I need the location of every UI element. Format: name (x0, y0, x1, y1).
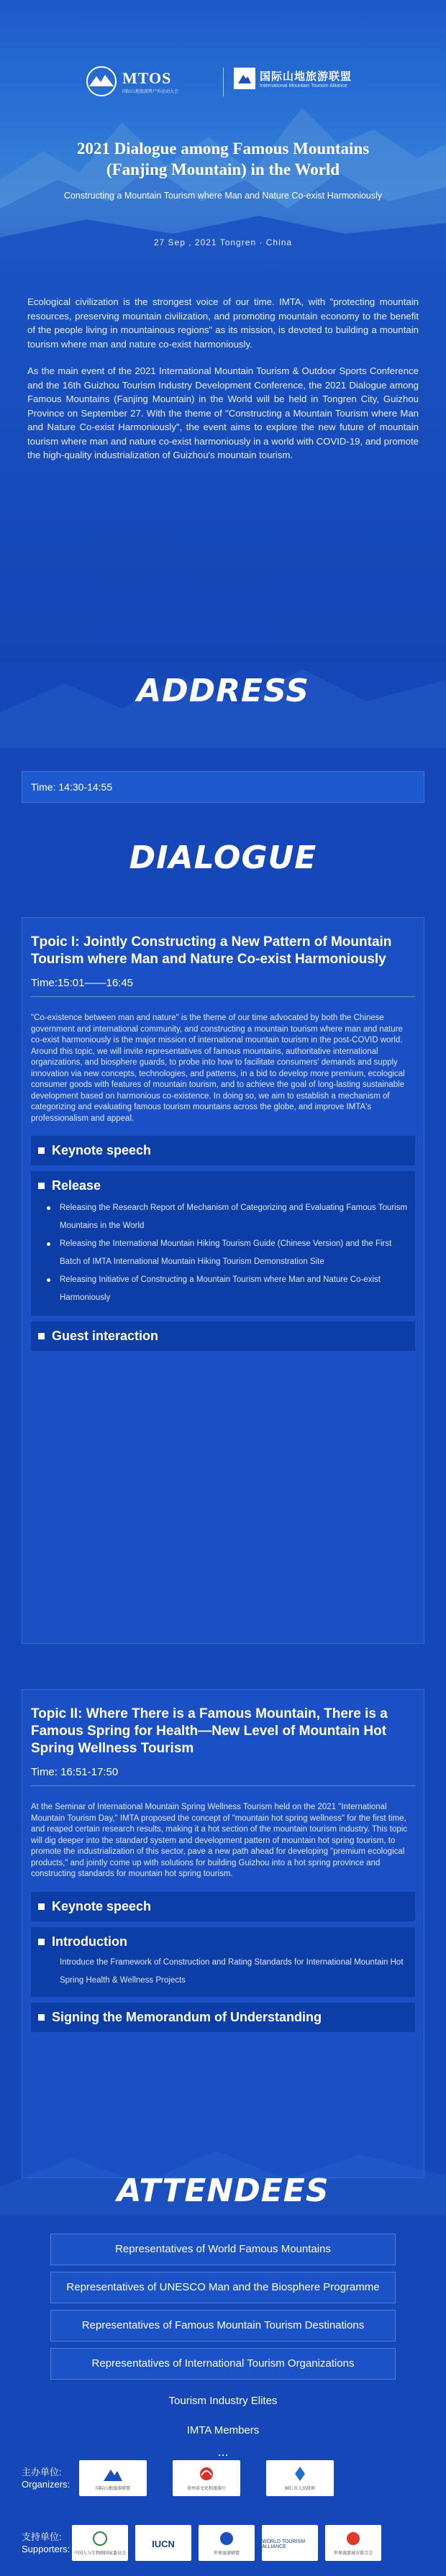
organizers-label-en: Organizers: (22, 2479, 70, 2490)
topic-2-title: Topic II: Where There is a Famous Mountain, There is a Famous Spring for Health—New Level of Mountain Hot Spring Wellness Tourism (31, 1706, 388, 1756)
hero-banner (0, 0, 446, 259)
page-title-line2: (Fanjing Mountain) in the World (106, 160, 340, 178)
organizer-logo (79, 2460, 147, 2496)
topic-2-introduction (31, 1927, 415, 1997)
topic-1-description: "Co-existence between man and nature" is the theme of our time advocated by both the Chinese government and international community, and constructing a mountain tourism where man and nature co-exist harmoniously is the major mission of international mountain tourism in the post-COVID world. Around this topic, we will invite representatives of famous mountains, authoritative international organizations, and biosphere guards, to probe into how to facilitate consumers' demands and supply innovation via new concepts, technologies, and patterns, in a bid to develop more premium, ecological consumer goods with features of mountain tourism, and to achieve the goal of long-lasting sustainable development based on harmonious co-existence. In doing so, we aim to establish a mechanism of categorizing and evaluating famous tourism mountains across the globe, and improve IMTA's professionalism and appeal. (31, 1014, 405, 1123)
intro-section (0, 259, 446, 662)
page-title (0, 138, 446, 180)
imta-logo-en: International Mountain Tourism Alliance (260, 83, 347, 88)
square-bullet-icon (38, 1147, 45, 1154)
supporter-name: IUCN (152, 2539, 175, 2549)
page-title-line1: 2021 Dialogue among Famous Mountains (76, 140, 370, 158)
intro-paragraph-1: Ecological civilization is the strongest voice of our time. IMTA, with "protecting mountain resources, preserving mountain civilization, and promoting mountain economy to the benefit of the people living in mountainous regions" as its mission, is devoted to building a mountain tourism where man and nature co-exist harmoniously. (27, 296, 419, 350)
topic-2-card (22, 1689, 424, 2178)
logo-bar (0, 65, 446, 108)
topic-1-guest-label: Guest interaction (52, 1329, 159, 1343)
square-bullet-icon (38, 1939, 45, 1945)
topic-1-keynote-label: Keynote speech (52, 1143, 152, 1157)
wtcf-logo-icon (342, 2530, 364, 2547)
attendee-row: Representatives of Famous Mountain Tourism Destinations (50, 2310, 396, 2341)
organizer-name: 国际山地旅游联盟 (95, 2487, 130, 2491)
mab-logo-icon (89, 2530, 111, 2547)
organizer-name: 铜仁市人民政府 (284, 2487, 315, 2491)
topic-1-guest-interaction (31, 1321, 415, 1351)
attendees-heading: ATTENDEES (117, 2172, 329, 2209)
attendee-row: IMTA Members (186, 2424, 260, 2436)
square-bullet-icon (38, 1183, 45, 1189)
supporter-name: WORLD TOURISM ALLIANCE (262, 2539, 306, 2549)
supporter-logo (325, 2525, 381, 2561)
imta-mountain-icon (234, 68, 255, 89)
organizer-logo (173, 2460, 240, 2496)
supporter-logo (199, 2525, 255, 2561)
guizhou-tourism-logo-icon (196, 2465, 217, 2482)
organizer-logo (266, 2460, 334, 2496)
topic-1-release (31, 1171, 415, 1316)
topic-2-keynote-label: Keynote speech (52, 1898, 152, 1913)
imta-logo-cn: 国际山地旅游联盟 (260, 70, 352, 83)
address-time: Time: 14:30-14:55 (22, 771, 424, 803)
intro-text (27, 295, 419, 475)
topic-2-keynote (31, 1892, 415, 1921)
organizer-name: 贵州省文化和旅游厅 (186, 2487, 226, 2491)
topic-1-release-list (38, 1199, 408, 1307)
topic-1-card (22, 917, 424, 1644)
square-bullet-icon (38, 2014, 45, 2021)
square-bullet-icon (38, 1333, 45, 1339)
supporters-label (22, 2531, 70, 2555)
topic-1-title: Tpoic I: Jointly Constructing a New Pattern of Mountain Tourism where Man and Nature Co-exist Harmoniously (31, 934, 392, 967)
address-heading: ADDRESS (137, 673, 309, 709)
supporter-logo (135, 2525, 191, 2561)
topic-2-description: At the Seminar of International Mountain Spring Wellness Tourism held on the 2021 "International Mountain Tourism Day," IMTA proposed the concept of "mountain hot spring wellness" for the first time, and reaped certain research results, making it a hot section of the mountain tourism industry. This topic will dig deeper into the standard system and development pattern of mountain hot spring tourism, to promote the industrialization of this sector, pave a new path ahead for developing "premium ecological products," and jointly come up with solutions for building Guizhou into a hot spring province and constructing standards for mountain hot spring tourism. (31, 1803, 408, 1878)
globe-mountain-icon (85, 65, 118, 98)
wta-logo-icon (216, 2530, 237, 2547)
supporters-label-en: Supporters: (22, 2544, 70, 2554)
mtos-logo (85, 65, 178, 98)
imta-logo-icon (102, 2465, 124, 2482)
event-date: 27 Sep , 2021 Tongren · China (153, 237, 293, 247)
attendees-ellipsis: ... (217, 2444, 229, 2459)
list-item: Releasing the Research Report of Mechanism of Categorizing and Evaluating Famous Tourism Mountains in the World (60, 1199, 408, 1235)
supporters-label-cn: 支持单位: (22, 2531, 62, 2542)
organizers-label (22, 2466, 70, 2490)
topic-1-release-label: Release (52, 1178, 101, 1193)
topic-2-introduction-label: Introduction (52, 1934, 127, 1949)
topic-2-signing-label: Signing the Memorandum of Understanding (52, 2009, 322, 2024)
supporter-name: 世界旅游联盟 (213, 2552, 240, 2556)
page-subtitle: Constructing a Mountain Tourism where Man and Nature Co-exist Harmoniously (63, 191, 383, 201)
logo-divider (223, 68, 224, 96)
supporter-logo (72, 2525, 128, 2561)
intro-paragraph-2: As the main event of the 2021 International Mountain Tourism & Outdoor Sports Conference and the 16th Guizhou Tourism Industry Development Conference, the 2021 Dialogue among Famous Mountains (Fanjing Mountain) in the World will be held in Tongren City, Guizhou Province on September 27. With the theme of "Constructing a Mountain Tourism where Man and Nature Co-exist Harmoniously", the event aims to explore the new future of mountain tourism where man and nature co-exist harmoniously in a world with COVID-19, and promote the high-quality industrialization of Guizhou's mountain tourism. (27, 365, 419, 460)
tongren-logo-icon (289, 2465, 311, 2482)
supporter-name: 中国人与生物圈国家委员会 (73, 2552, 126, 2556)
topic-1-keynote (31, 1136, 415, 1165)
organizers-label-cn: 主办单位: (22, 2467, 62, 2477)
attendee-row: Representatives of UNESCO Man and the Biosphere Programme (50, 2272, 396, 2303)
mtos-logo-text: MTOS (122, 68, 172, 87)
attendee-row: Tourism Industry Elites (168, 2395, 278, 2407)
supporter-name: 世界旅游城市联合会 (333, 2552, 373, 2556)
topic-2-signing (31, 2003, 415, 2032)
supporter-logo (262, 2525, 318, 2561)
imta-logo (234, 68, 352, 89)
topic-2-time: Time: 16:51-17:50 (31, 1766, 415, 1786)
attendee-row: Representatives of World Famous Mountains (50, 2234, 396, 2265)
dialogue-heading: DIALOGUE (129, 839, 317, 876)
list-item: Releasing Initiative of Constructing a Mountain Tourism where Man and Nature Co-exist Harmoniously (60, 1271, 408, 1307)
square-bullet-icon (38, 1903, 45, 1910)
attendee-row: Representatives of International Tourism Organizations (50, 2348, 396, 2380)
topic-2-introduction-text: Introduce the Framework of Construction and Rating Standards for International Mountain Hot Spring Health & Wellness Projects (60, 1957, 404, 1985)
list-item: Releasing the International Mountain Hiking Tourism Guide (Chinese Version) and the First Batch of IMTA International Mountain Hiking Tourism Demonstration Site (60, 1235, 408, 1271)
mtos-logo-subtext: 国际山地旅游暨户外运动大会 (122, 89, 179, 94)
topic-1-time: Time:15:01——16:45 (31, 977, 415, 997)
